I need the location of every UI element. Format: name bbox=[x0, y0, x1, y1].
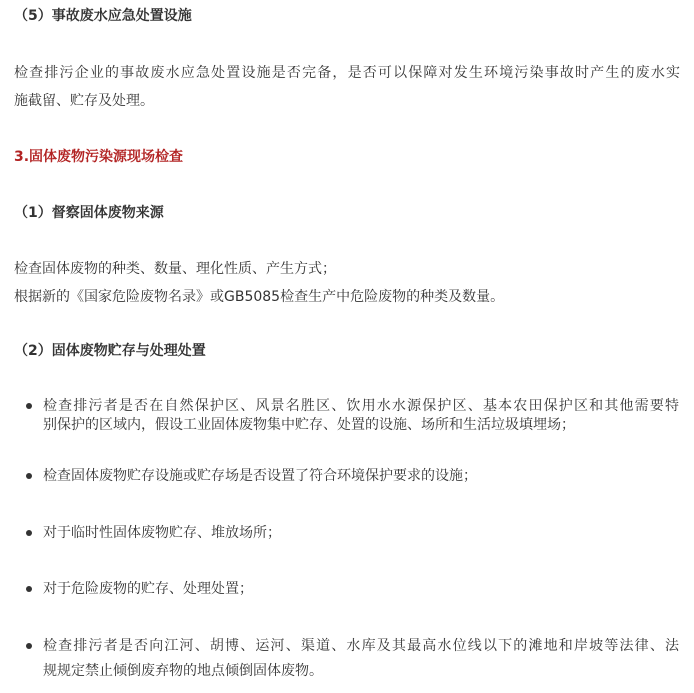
list-item-temporary-storage: 对于临时性固体废物贮存、堆放场所； bbox=[43, 525, 281, 541]
bullet-dot bbox=[26, 473, 32, 479]
paragraph-solid-waste-sources-line1: 检查固体废物的种类、数量、理化性质、产生方式； bbox=[14, 261, 336, 277]
bullet-dot bbox=[26, 530, 32, 536]
heading-solid-waste-sources: （1）督察固体废物来源 bbox=[14, 205, 164, 221]
paragraph-emergency-wastewater-line1: 检查排污企业的事故废水应急处置设施是否完备，是否可以保障对发生环境污染事故时产生的废水实 bbox=[14, 65, 680, 81]
paragraph-emergency-wastewater-line2: 施截留、贮存及处理。 bbox=[14, 93, 154, 109]
bullet-dot bbox=[26, 586, 32, 592]
section-title-solid-waste-inspection: 3.固体废物污染源现场检查 bbox=[14, 149, 184, 165]
bullet-dot bbox=[26, 643, 32, 649]
list-item-hazardous-waste: 对于危险废物的贮存、处理处置； bbox=[43, 581, 253, 597]
list-item-illegal-dumping-line1: 检查排污者是否向江河、胡博、运河、渠道、水库及其最高水位线以下的滩地和岸坡等法律、法 bbox=[43, 638, 679, 654]
list-item-storage-facilities: 检查固体废物贮存设施或贮存场是否设置了符合环境保护要求的设施； bbox=[43, 468, 477, 484]
heading-emergency-wastewater-facilities: （5）事故废水应急处置设施 bbox=[14, 8, 192, 24]
bullet-dot bbox=[26, 403, 32, 409]
list-item-protected-areas-line2: 别保护的区域内，假设工业固体废物集中贮存、处置的设施、场所和生活垃圾填埋场； bbox=[43, 417, 575, 433]
list-item-protected-areas-line1: 检查排污者是否在自然保护区、风景名胜区、饮用水水源保护区、基本农田保护区和其他需要特 bbox=[43, 398, 679, 414]
paragraph-solid-waste-sources-line2: 根据新的《国家危险废物名录》或GB5085检查生产中危险废物的种类及数量。 bbox=[14, 289, 505, 305]
list-item-illegal-dumping-line2: 规规定禁止倾倒废弃物的地点倾倒固体废物。 bbox=[43, 663, 323, 679]
heading-solid-waste-storage-disposal: （2）固体废物贮存与处理处置 bbox=[14, 343, 206, 359]
